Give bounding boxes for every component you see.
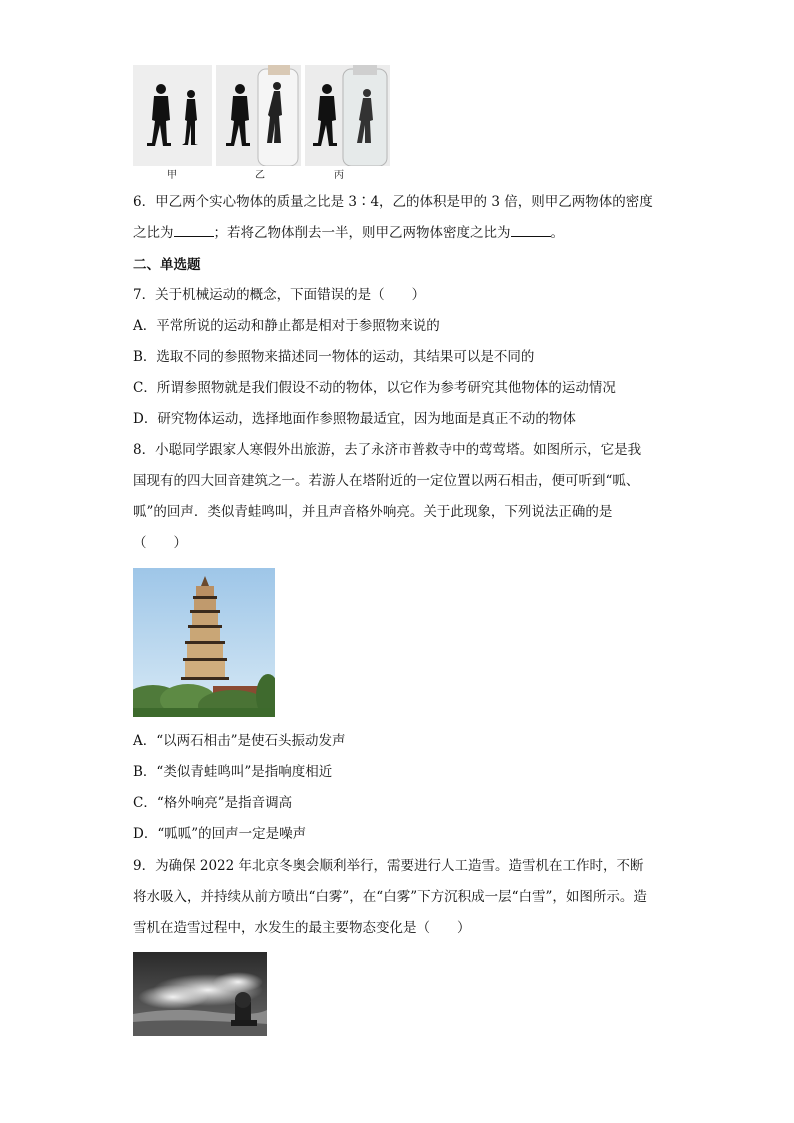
q6-blank-1 (174, 224, 214, 237)
q6-line2-middle: ；若将乙物体削去一半，则甲乙两物体密度之比为 (213, 225, 511, 241)
q8-option-a: A．“以两石相击”是使石头振动发声 (133, 733, 346, 749)
q7-option-d: D．研究物体运动，选择地面作参照物最适宜，因为地面是真正不动的物体 (133, 411, 576, 427)
q6-line2-prefix: 之比为 (133, 225, 174, 241)
silhouette-photo-bing (305, 65, 390, 166)
q8-stem-line3: 呱”的回声．类似青蛙鸣叫，并且声音格外响亮。关于此现象，下列说法正确的是 (133, 504, 613, 520)
caption-bing: 丙 (334, 170, 344, 181)
section2-title: 二、单选题 (133, 257, 201, 273)
caption-jia: 甲 (167, 170, 177, 181)
q6-line1: 6．甲乙两个实心物体的质量之比是 3∶4，乙的体积是甲的 3 倍，则甲乙两物体的密度 (133, 194, 653, 210)
q8-option-c: C．“格外响亮”是指音调高 (133, 795, 293, 811)
q6-blank-2 (511, 224, 551, 237)
q7-option-a: A．平常所说的运动和静止都是相对于参照物来说的 (133, 318, 440, 334)
q8-stem-line4: （ ） (133, 535, 187, 551)
q8-stem-line2: 国现有的四大回音建筑之一。若游人在塔附近的一定位置以两石相击，便可听到“呱、 (133, 473, 640, 489)
silhouette-photo-yi (216, 65, 301, 166)
pagoda-photo (133, 568, 275, 717)
q6-line2 (133, 224, 564, 242)
q8-option-b: B．“类似青蛙鸣叫”是指响度相近 (133, 764, 333, 780)
caption-yi: 乙 (255, 170, 265, 181)
q7-option-b: B．选取不同的参照物来描述同一物体的运动，其结果可以是不同的 (133, 349, 535, 365)
q6-line2-suffix: 。 (550, 225, 564, 241)
silhouette-photo-jia (133, 65, 212, 166)
q8-stem-line1: 8．小聪同学跟家人寒假外出旅游，去了永济市普救寺中的莺莺塔。如图所示，它是我 (133, 442, 642, 458)
q8-option-d: D．“呱呱”的回声一定是噪声 (133, 826, 307, 842)
q7-option-c: C．所谓参照物就是我们假设不动的物体，以它作为参考研究其他物体的运动情况 (133, 380, 616, 396)
snow-machine-photo (133, 952, 267, 1036)
q9-stem-line1: 9．为确保 2022 年北京冬奥会顺利举行，需要进行人工造雪。造雪机在工作时，不断 (133, 858, 644, 874)
q7-stem: 7．关于机械运动的概念，下面错误的是（ ） (133, 287, 426, 303)
q9-stem-line2: 将水吸入，并持续从前方喷出“白雾”，在“白雾”下方沉积成一层“白雪”，如图所示。造 (133, 889, 647, 905)
q9-stem-line3: 雪机在造雪过程中，水发生的最主要物态变化是（ ） (133, 920, 471, 936)
